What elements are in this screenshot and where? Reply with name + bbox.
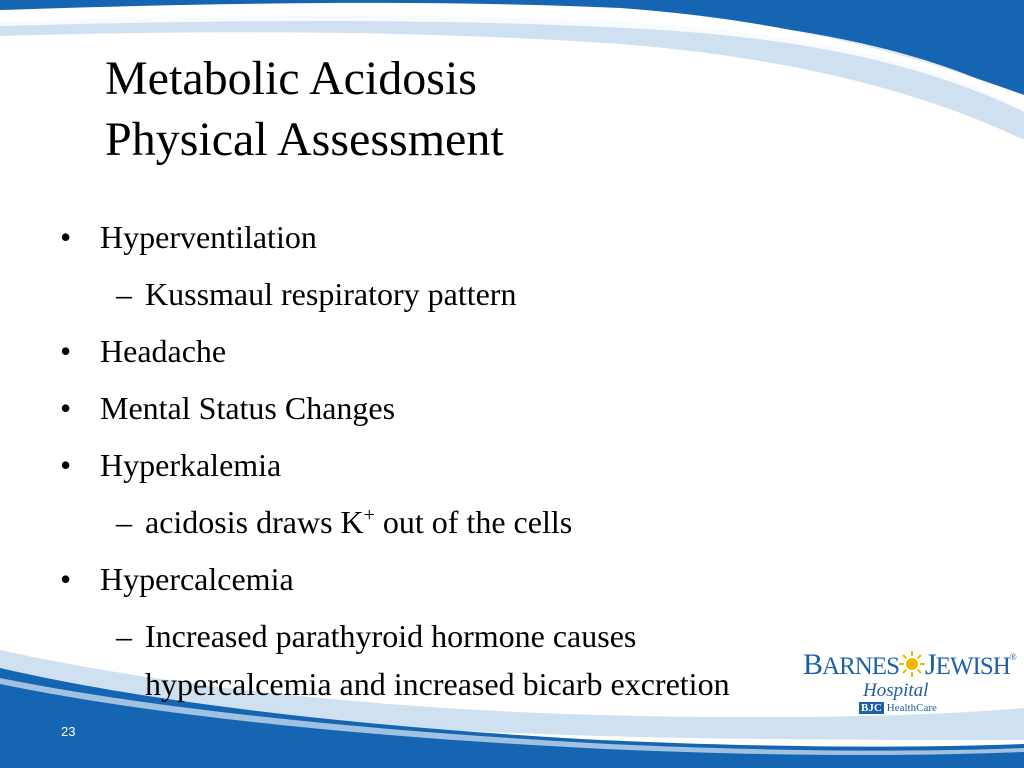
bullet-marker: •	[60, 333, 72, 369]
bullet-item	[60, 213, 317, 261]
slide-number: 23	[61, 724, 76, 739]
barnes-jewish-logo	[803, 640, 1016, 720]
sub-bullet-item	[116, 498, 572, 546]
logo-hospital-text: Hospital	[863, 680, 929, 701]
bullet-marker: •	[60, 219, 72, 255]
bullet-marker: •	[60, 447, 72, 483]
sun-icon	[899, 651, 925, 677]
sub-bullet-item	[116, 612, 730, 708]
bullet-item	[60, 327, 226, 375]
logo-bjc: BJC HealthCare	[861, 702, 937, 714]
title-line-1: Metabolic Acidosis	[105, 52, 477, 105]
logo-wordmark: BARNES JEWISH®	[803, 648, 1016, 681]
sub-bullet-text-line-2: hypercalcemia and increased bicarb excretion	[145, 666, 730, 702]
bullet-marker: •	[60, 390, 72, 426]
bullet-text: Headache	[100, 333, 227, 369]
sub-bullet-text: acidosis draws K	[145, 504, 364, 540]
bullet-text: Mental Status Changes	[100, 390, 396, 426]
sub-bullet-text: Kussmaul respiratory pattern	[145, 276, 517, 312]
sub-bullet-text: Increased parathyroid hormone causes	[145, 618, 637, 654]
bullet-item	[60, 441, 281, 489]
sub-bullet-text-after: out of the cells	[374, 504, 573, 540]
dash-marker: –	[116, 276, 132, 312]
bullet-text: Hypercalcemia	[100, 561, 294, 597]
sub-bullet-item	[116, 270, 516, 318]
bullet-text: Hyperventilation	[100, 219, 317, 255]
bullet-marker: •	[60, 561, 72, 597]
superscript-plus: +	[363, 504, 375, 526]
bullet-text: Hyperkalemia	[100, 447, 282, 483]
dash-marker: –	[116, 504, 132, 540]
bullet-item	[60, 384, 395, 432]
dash-marker: –	[116, 618, 132, 654]
title-line-2: Physical Assessment	[105, 113, 504, 166]
bullet-item	[60, 555, 294, 603]
